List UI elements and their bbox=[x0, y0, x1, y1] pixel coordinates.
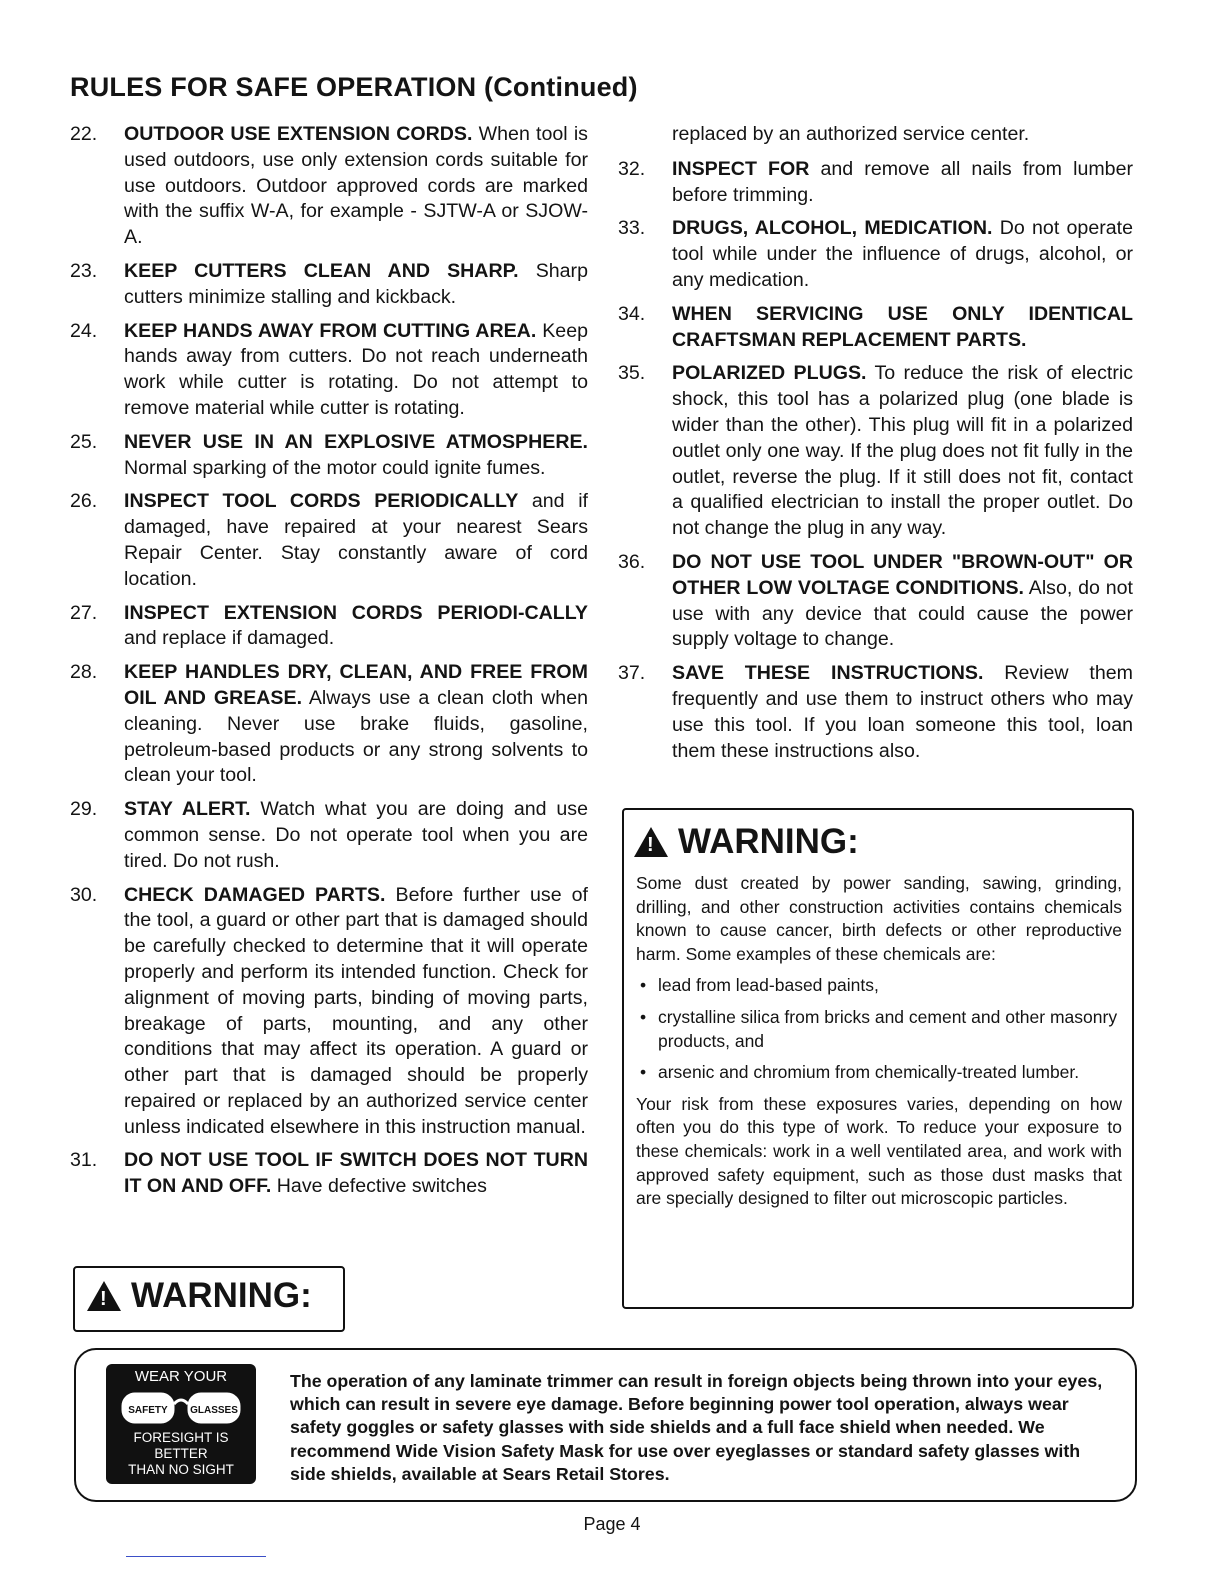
rule-lead: KEEP CUTTERS CLEAN AND SHARP. bbox=[124, 259, 519, 282]
warning-heading-text: WARNING: bbox=[678, 822, 859, 861]
rule-text: Normal sparking of the motor could ignite fumes. bbox=[124, 456, 546, 479]
rule-32 bbox=[618, 157, 1133, 209]
rule-text: Have defective switches bbox=[276, 1175, 487, 1198]
rule-lead: INSPECT TOOL CORDS PERIODICALLY bbox=[124, 490, 519, 513]
rule-29 bbox=[70, 797, 588, 874]
rule-lead: INSPECT FOR bbox=[672, 157, 810, 180]
rule-number: 27. bbox=[70, 601, 98, 624]
rule-36 bbox=[618, 550, 1133, 653]
rule-lead: INSPECT EXTENSION CORDS PERIODI-CALLY bbox=[124, 601, 588, 624]
list-item: • lead from lead-based paints, bbox=[636, 974, 1122, 998]
page-title: RULES FOR SAFE OPERATION (Continued) bbox=[70, 72, 638, 102]
rule-26 bbox=[70, 489, 588, 592]
rule-number: 34. bbox=[618, 302, 646, 325]
dust-warning-box bbox=[622, 808, 1134, 1309]
rule-number: 22. bbox=[70, 123, 98, 145]
rule-28 bbox=[70, 660, 588, 789]
rule-number: 29. bbox=[70, 798, 98, 821]
rule-24 bbox=[70, 319, 588, 422]
rule-number: 31. bbox=[70, 1149, 98, 1172]
rule-34 bbox=[618, 302, 1133, 354]
rule-number: 37. bbox=[618, 662, 646, 685]
rule-number: 35. bbox=[618, 362, 646, 385]
rule-lead: STAY ALERT. bbox=[124, 798, 251, 821]
rule-text: To reduce the risk of electric shock, this tool has a polarized plug (one blade is wider than the other). This plug will fit in a polarized outlet only one way. If the plug does not fit fully in the outlet, reverse the plug. If it still does not fit, contact a qualified electrician to install the proper outlet. Do not change the plug in any way. bbox=[672, 362, 1133, 540]
rule-text: Sharp cutters minimize stalling and kickback. bbox=[124, 259, 588, 308]
warning-outro: Your risk from these exposures varies, depending on how often you do this type of work. To reduce your exposure to these chemicals: work in a well ventilated area, and work with approved safety equipment, such as those dust masks that are specially designed to filter out microscopic particles. bbox=[636, 1093, 1122, 1209]
rule-lead: KEEP HANDLES DRY, CLEAN, AND FREE FROM OIL AND GREASE. bbox=[124, 661, 588, 709]
rule-31 bbox=[70, 1148, 588, 1200]
eye-warning-box bbox=[73, 1266, 345, 1332]
rule-lead: OUTDOOR USE EXTENSION CORDS. bbox=[124, 123, 473, 145]
page-number: Page 4 bbox=[583, 1514, 641, 1534]
rule-lead: DO NOT USE TOOL IF SWITCH DOES NOT TURN IT ON AND OFF. bbox=[124, 1149, 588, 1198]
warning-body bbox=[636, 872, 1122, 1211]
rule-text: and remove all nails from lumber before trimming. bbox=[672, 157, 1133, 206]
warning-heading bbox=[87, 1276, 343, 1316]
rule-number: 32. bbox=[618, 157, 646, 180]
eye-safety-notice bbox=[74, 1348, 1137, 1502]
divider bbox=[126, 1556, 266, 1557]
rule-text: Also, do not use with any device that could cause the power supply voltage to change. bbox=[672, 576, 1133, 651]
rule-number: 24. bbox=[70, 319, 98, 342]
list-item: • arsenic and chromium from chemically-treated lumber. bbox=[636, 1061, 1122, 1085]
rule-number: 30. bbox=[70, 883, 98, 906]
left-column bbox=[70, 122, 588, 1208]
safety-glasses-badge bbox=[106, 1364, 256, 1484]
rule-30 bbox=[70, 883, 588, 1141]
warning-intro: Some dust created by power sanding, sawing, grinding, drilling, and other construction activities contains chemicals known to cause cancer, birth defects or other reproductive harm. Some examples of these chemicals are: bbox=[636, 873, 1122, 964]
rule-lead: DO NOT USE TOOL UNDER "BROWN-OUT" OR OTHER LOW VOLTAGE CONDITIONS. bbox=[672, 550, 1133, 599]
rule-23 bbox=[70, 259, 588, 311]
rule-lead: WHEN SERVICING USE ONLY IDENTICAL CRAFTSMAN REPLACEMENT PARTS. bbox=[672, 302, 1133, 351]
rule-text: Before further use of the tool, a guard or other part that is damaged should be carefully checked to determine that it will operate properly and perform its intended function. Check for alignment of moving parts, binding of moving parts, breakage of parts, mounting, and any other conditions that may affect its operation. A guard or other part that is damaged should be properly repaired or replaced by an authorized service center unless indicated elsewhere in this instruction manual. bbox=[124, 883, 589, 1138]
rule-text: Watch what you are doing and use common sense. Do not operate tool when you are tired. Do not rush. bbox=[124, 798, 588, 872]
rule-number: 36. bbox=[618, 550, 646, 573]
rule-text: and if damaged, have repaired at your nearest Sears Repair Center. Stay constantly aware of cord location. bbox=[124, 490, 588, 590]
warning-heading-text: WARNING: bbox=[131, 1276, 312, 1315]
rule-lead: SAVE THESE INSTRUCTIONS. bbox=[672, 662, 984, 685]
rule-text: Do not operate tool while under the influence of drugs, alcohol, or any medication. bbox=[672, 217, 1133, 291]
rule-number: 23. bbox=[70, 259, 98, 282]
rule-text: Review them frequently and use them to instruct others who may use this tool. If you loan someone this tool, loan them these instructions also. bbox=[672, 662, 1133, 762]
rule-33 bbox=[618, 216, 1133, 293]
warning-triangle-icon bbox=[87, 1281, 121, 1311]
rule-number: 25. bbox=[70, 430, 98, 453]
warning-triangle-icon bbox=[634, 827, 668, 857]
rule-text: When tool is used outdoors, use only extension cords suitable for use outdoors. Outdoor approved cords are marked with the suffix W-A, for example - SJTW-A or SJOW-A. bbox=[124, 123, 588, 249]
badge-bottom-line: FORESIGHT IS BETTER bbox=[133, 1430, 229, 1461]
rule-number: 26. bbox=[70, 490, 98, 513]
rule-25 bbox=[70, 430, 588, 482]
rule-31-continuation: replaced by an authorized service center. bbox=[672, 123, 1030, 145]
badge-right-lens-label: GLASSES bbox=[190, 1405, 238, 1416]
rule-lead: KEEP HANDS AWAY FROM CUTTING AREA. bbox=[124, 319, 537, 342]
rule-22 bbox=[70, 122, 588, 251]
rule-35 bbox=[618, 361, 1133, 542]
rule-27 bbox=[70, 601, 588, 653]
rule-number: 28. bbox=[70, 661, 98, 684]
rule-lead: DRUGS, ALCOHOL, MEDICATION. bbox=[672, 217, 993, 240]
badge-bottom-line: THAN NO SIGHT bbox=[128, 1462, 234, 1477]
list-item: • crystalline silica from bricks and cement and other masonry products, and bbox=[636, 1006, 1122, 1053]
badge-bottom-label bbox=[106, 1430, 256, 1478]
rule-number: 33. bbox=[618, 217, 646, 240]
warning-bullet-list bbox=[636, 974, 1122, 1084]
eye-safety-text: The operation of any laminate trimmer can result in foreign objects being thrown into your eyes, which can result in severe eye damage. Before beginning power tool operation, always wear safety goggles or safety glasses with side shields and a full face shield when needed. We recommend Wide Vision Safety Mask for use over eyeglasses or standard safety glasses with side shields, available at Sears Retail Stores. bbox=[290, 1371, 1103, 1484]
safety-glasses-icon bbox=[120, 1390, 242, 1426]
warning-heading bbox=[634, 822, 1132, 862]
rule-text: Always use a clean cloth when cleaning. Never use brake fluids, gasoline, petroleum-based products or any strong solvents to clean your tool. bbox=[124, 686, 588, 787]
right-column bbox=[618, 122, 1133, 772]
rule-lead: NEVER USE IN AN EXPLOSIVE ATMOSPHERE. bbox=[124, 430, 588, 453]
rule-37 bbox=[618, 661, 1133, 764]
rule-lead: CHECK DAMAGED PARTS. bbox=[124, 883, 386, 906]
rule-lead: POLARIZED PLUGS. bbox=[672, 362, 867, 385]
badge-left-lens-label: SAFETY bbox=[128, 1405, 168, 1416]
badge-top-label: WEAR YOUR bbox=[134, 1368, 228, 1385]
rule-text: Keep hands away from cutters. Do not reach underneath work while cutter is rotating. Do not attempt to remove material while cutter is rotating. bbox=[124, 319, 588, 419]
rule-text: and replace if damaged. bbox=[124, 627, 335, 650]
